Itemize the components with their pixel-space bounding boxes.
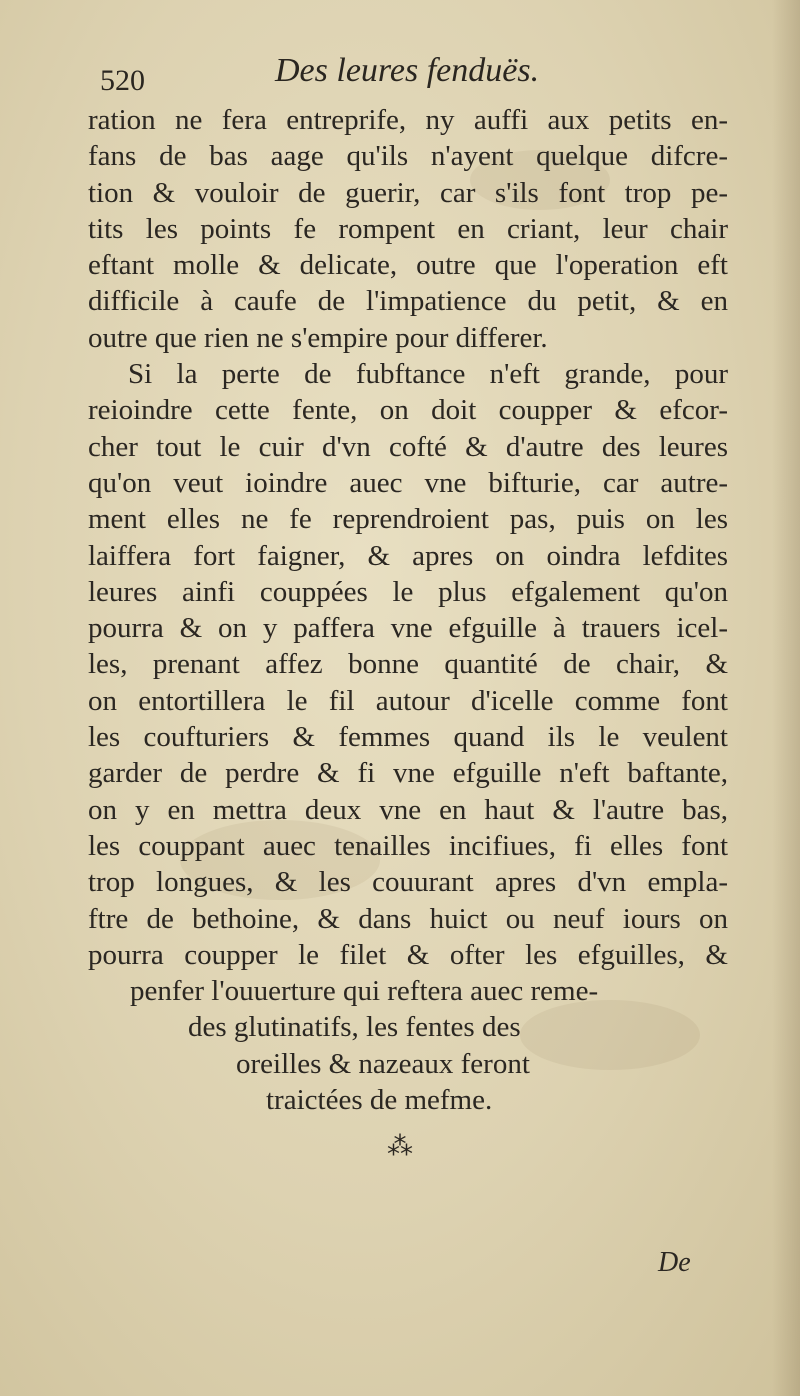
text-line: les couppant auec tenailles incifiues, fi elles font [88, 829, 728, 862]
text-line: pourra coupper le filet & ofter les efguilles, & [88, 938, 728, 971]
text-line: cher tout le cuir d'vn cofté & d'autre des leures [88, 430, 728, 463]
text-line: ration ne fera entreprife, ny auffi aux petits en- [88, 104, 728, 136]
text-line: traictées de mefme. [266, 1084, 493, 1117]
text-line: on y en mettra deux vne en haut & l'autre bas, [88, 793, 728, 826]
text-line: ftre de bethoine, & dans huict ou neuf iours on [88, 902, 728, 935]
text-line: garder de perdre & fi vne efguille n'eft baftante, [88, 757, 728, 790]
text-line: les coufturiers & femmes quand ils le veulent [88, 721, 728, 754]
text-line: pourra & on y paffera vne efguille à trauers icel- [88, 612, 728, 645]
tailpiece-ornament: ⁂ [387, 1132, 413, 1161]
page-edge-shadow [772, 0, 800, 1396]
text-line: ment elles ne fe reprendroient pas, puis on les [88, 503, 728, 536]
text-line: outre que rien ne s'empire pour differer. [88, 321, 548, 354]
page-header [100, 52, 600, 102]
body-text [88, 102, 728, 1118]
catchword: De [658, 1247, 691, 1278]
text-line: tits les points fe rompent en criant, leur chair [88, 212, 728, 245]
text-line: oreilles & nazeaux feront [236, 1047, 530, 1080]
text-line: qu'on veut ioindre auec vne bifturie, car autre- [88, 466, 728, 499]
text-line: penfer l'ouuerture qui reftera auec reme- [130, 975, 599, 1008]
text-line: fans de bas aage qu'ils n'ayent quelque difcre- [88, 140, 728, 173]
text-line: leures ainfi couppées le plus efgalement qu'on [88, 575, 728, 608]
text-line: les, prenant affez bonne quantité de chair, & [88, 648, 728, 681]
text-line: laiffera fort faigner, & apres on oindra lefdites [88, 539, 728, 572]
text-line: eftant molle & delicate, outre que l'operation eft [88, 249, 728, 282]
running-title: Des leures fenduës. [275, 52, 540, 89]
text-line: reioindre cette fente, on doit coupper & efcor- [88, 394, 728, 427]
text-line: Si la perte de fubftance n'eft grande, pour [128, 358, 728, 391]
text-line: des glutinatifs, les fentes des [188, 1011, 521, 1044]
text-line: trop longues, & les couurant apres d'vn empla- [88, 866, 728, 899]
text-line: tion & vouloir de guerir, car s'ils font trop pe- [88, 176, 728, 209]
text-line: on entortillera le fil autour d'icelle comme font [88, 684, 728, 717]
text-line: difficile à caufe de l'impatience du petit, & en [88, 285, 728, 318]
page-number: 520 [100, 64, 145, 97]
